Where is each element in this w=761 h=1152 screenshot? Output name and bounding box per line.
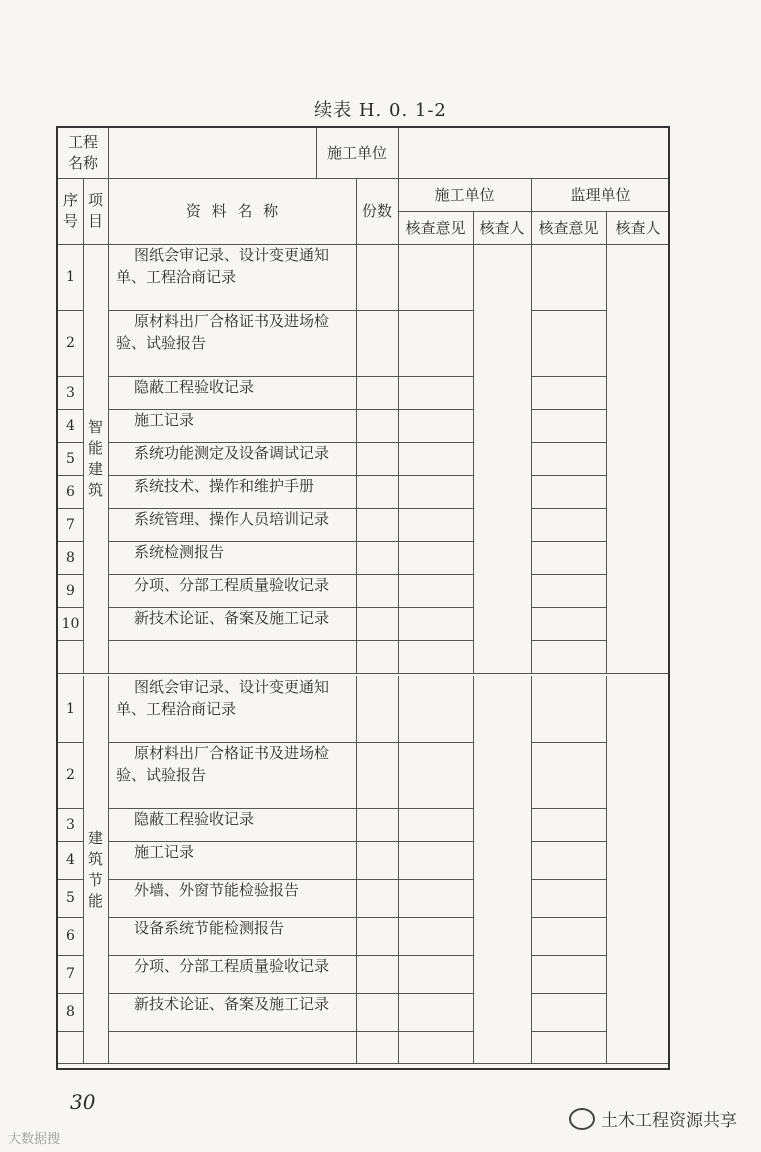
table-rule	[58, 879, 83, 880]
table-rule	[58, 841, 83, 842]
table-rule	[108, 841, 473, 842]
table-rule	[531, 178, 532, 244]
table-rule	[531, 993, 606, 994]
row-number: 2	[66, 335, 75, 351]
table-rule	[108, 178, 109, 244]
doc-name-line: 图纸会审记录、设计变更通知	[134, 246, 330, 264]
doc-name-cell	[108, 879, 356, 917]
doc-name-cell	[108, 742, 356, 808]
table-rule	[531, 541, 606, 542]
table-rule	[473, 244, 474, 673]
table-rule	[398, 676, 399, 1063]
section-label	[83, 676, 108, 1063]
table-rule	[531, 409, 606, 410]
table-rule	[58, 640, 83, 641]
page-number: 30	[70, 1090, 96, 1114]
table-rule	[108, 508, 473, 509]
wechat-account	[569, 1106, 737, 1131]
doc-name-cell	[108, 917, 356, 955]
table-rule	[356, 676, 357, 1063]
table-rule	[531, 244, 532, 673]
doc-name-cell	[108, 475, 356, 508]
table-rule	[108, 541, 473, 542]
doc-name-line: 新技术论证、备案及施工记录	[134, 609, 330, 627]
table-rule	[58, 673, 668, 674]
table-rule	[58, 808, 83, 809]
section-label-char: 建	[87, 459, 103, 478]
supervision-group-header: 监理单位	[570, 185, 631, 204]
table-rule	[58, 742, 83, 743]
section-label-char: 能	[87, 891, 103, 910]
row-number: 9	[66, 582, 75, 599]
table-rule	[531, 955, 606, 956]
table-rule	[316, 128, 317, 178]
project-name-line-1: 工程	[67, 133, 98, 151]
construction-group-header: 施工单位	[434, 185, 495, 204]
table-rule	[531, 508, 606, 509]
seq-header-char-2: 号	[62, 212, 78, 230]
doc-name-line: 施工记录	[134, 843, 195, 861]
doc-name-header: 资 料 名 称	[185, 202, 279, 220]
doc-name-line: 施工记录	[134, 411, 195, 429]
table-rule	[108, 574, 473, 575]
table-rule	[473, 211, 474, 244]
wechat-account-name: 土木工程资源共享	[601, 1111, 737, 1131]
table-rule	[531, 742, 606, 743]
table-rule	[531, 310, 606, 311]
table-rule	[531, 841, 606, 842]
table-rule	[531, 475, 606, 476]
table-rule	[606, 244, 607, 673]
construction-unit-label: 施工单位	[326, 144, 387, 162]
doc-name-line: 原材料出厂合格证书及进场检	[134, 312, 330, 330]
table-rule	[108, 808, 473, 809]
table-rule	[473, 676, 474, 1063]
table-rule	[83, 676, 84, 1063]
table-rule	[83, 178, 84, 244]
row-number: 3	[66, 384, 75, 401]
table-rule	[531, 676, 532, 1063]
table-rule	[108, 376, 473, 377]
table-rule	[58, 409, 83, 410]
doc-name-line: 系统技术、操作和维护手册	[134, 477, 315, 495]
table-rule	[58, 541, 83, 542]
row-number: 10	[61, 615, 80, 632]
table-rule	[108, 475, 473, 476]
section-label-char: 筑	[87, 849, 103, 868]
table-rule	[58, 178, 668, 179]
doc-name-line: 分项、分部工程质量验收记录	[134, 576, 330, 594]
doc-name-line: 系统检测报告	[134, 543, 225, 561]
table-rule	[356, 178, 357, 244]
table-rule	[58, 244, 668, 245]
table-rule	[58, 993, 83, 994]
doc-name-line: 系统功能测定及设备调试记录	[134, 444, 330, 462]
table-rule	[606, 211, 607, 244]
table-rule	[531, 640, 606, 641]
row-number: 8	[66, 549, 75, 566]
table-rule	[108, 244, 109, 673]
table-rule	[531, 442, 606, 443]
section-label	[83, 244, 108, 673]
doc-name-cell	[108, 574, 356, 607]
row-number: 1	[66, 701, 75, 717]
seq-header	[58, 178, 83, 244]
doc-name-cell	[108, 376, 356, 409]
section-label-char: 能	[87, 438, 103, 457]
watermark: 大数据搜	[8, 1132, 61, 1147]
doc-name-cell	[108, 993, 356, 1031]
doc-name-line: 单、工程洽商记录	[116, 268, 237, 286]
table-rule	[531, 376, 606, 377]
doc-name-line: 原材料出厂合格证书及进场检	[134, 744, 330, 762]
doc-name-cell	[108, 442, 356, 475]
table-rule	[58, 508, 83, 509]
table-rule	[83, 244, 84, 673]
item-header-char-2: 目	[87, 212, 103, 230]
table-rule	[108, 1031, 473, 1032]
section-label-char: 筑	[87, 480, 103, 499]
row-number: 1	[66, 269, 75, 285]
row-number: 4	[66, 852, 75, 868]
table-rule	[531, 808, 606, 809]
copies-header: 份数	[361, 202, 392, 220]
doc-name-cell	[108, 508, 356, 541]
table-rule	[108, 676, 109, 1063]
table-rule	[531, 574, 606, 575]
table-rule	[398, 211, 668, 212]
doc-name-cell	[108, 955, 356, 993]
section-label-char: 节	[87, 870, 103, 889]
table-rule	[58, 442, 83, 443]
table-rule	[58, 574, 83, 575]
item-header-char-1: 项	[87, 191, 103, 209]
doc-name-cell	[108, 676, 356, 742]
doc-name-line: 系统管理、操作人员培训记录	[134, 510, 330, 528]
project-name-label	[58, 128, 108, 178]
construction-checker-header: 核查人	[479, 218, 525, 237]
table-rule	[58, 1031, 83, 1032]
doc-name-line: 图纸会审记录、设计变更通知	[134, 678, 330, 696]
doc-name-cell	[108, 808, 356, 841]
table-rule	[58, 376, 83, 377]
doc-name-line: 隐蔽工程验收记录	[134, 378, 255, 396]
doc-name-line: 隐蔽工程验收记录	[134, 810, 255, 828]
construction-check-opinion-header: 核查意见	[405, 218, 466, 237]
supervision-checker-header: 核查人	[615, 218, 661, 237]
table-rule	[108, 742, 473, 743]
doc-name-cell	[108, 541, 356, 574]
item-header	[83, 178, 108, 244]
table-rule	[58, 1063, 668, 1064]
row-number: 3	[66, 816, 75, 833]
doc-name-line: 外墙、外窗节能检验报告	[134, 881, 300, 899]
table-rule	[58, 917, 83, 918]
table-rule	[58, 475, 83, 476]
table-rule	[58, 607, 83, 608]
table-rule	[531, 607, 606, 608]
table-rule	[398, 178, 399, 244]
row-number: 5	[66, 890, 75, 906]
table-rule	[108, 917, 473, 918]
table-rule	[108, 128, 109, 178]
row-number: 6	[66, 928, 75, 944]
row-number: 7	[66, 516, 75, 533]
doc-name-line: 设备系统节能检测报告	[134, 919, 285, 937]
row-number: 2	[66, 767, 75, 783]
seq-header-char-1: 序	[62, 191, 78, 209]
table-rule	[398, 128, 399, 178]
doc-name-line: 分项、分部工程质量验收记录	[134, 957, 330, 975]
table-rule	[108, 640, 473, 641]
table-rule	[108, 607, 473, 608]
table-rule	[58, 310, 83, 311]
doc-name-line: 新技术论证、备案及施工记录	[134, 995, 330, 1013]
table-caption: 续表 H. 0. 1-2	[314, 100, 447, 121]
table-rule	[108, 879, 473, 880]
table-rule	[108, 955, 473, 956]
section-label-char: 智	[87, 417, 103, 436]
row-number: 5	[66, 450, 75, 467]
table-rule	[531, 1031, 606, 1032]
table-rule	[108, 993, 473, 994]
table-rule	[108, 442, 473, 443]
table-rule	[531, 917, 606, 918]
row-number: 4	[66, 417, 75, 434]
table-rule	[356, 244, 357, 673]
table-rule	[108, 310, 473, 311]
doc-name-line: 验、试验报告	[116, 334, 207, 352]
row-number: 6	[66, 483, 75, 500]
table-rule	[531, 879, 606, 880]
doc-name-cell	[108, 310, 356, 376]
doc-name-line: 验、试验报告	[116, 766, 207, 784]
doc-name-cell	[108, 409, 356, 442]
table-rule	[606, 676, 607, 1063]
inspection-table	[56, 126, 670, 1070]
doc-name-cell	[108, 244, 356, 310]
section-label-char: 建	[87, 828, 103, 847]
table-rule	[58, 955, 83, 956]
table-rule	[108, 409, 473, 410]
doc-name-line: 单、工程洽商记录	[116, 700, 237, 718]
table-rule	[398, 244, 399, 673]
project-name-line-2: 名称	[67, 154, 98, 172]
row-number: 8	[66, 1004, 75, 1020]
supervision-check-opinion-header: 核查意见	[538, 218, 599, 237]
doc-name-cell	[108, 841, 356, 879]
doc-name-cell	[108, 607, 356, 640]
wechat-icon	[569, 1108, 595, 1130]
row-number: 7	[66, 966, 75, 982]
